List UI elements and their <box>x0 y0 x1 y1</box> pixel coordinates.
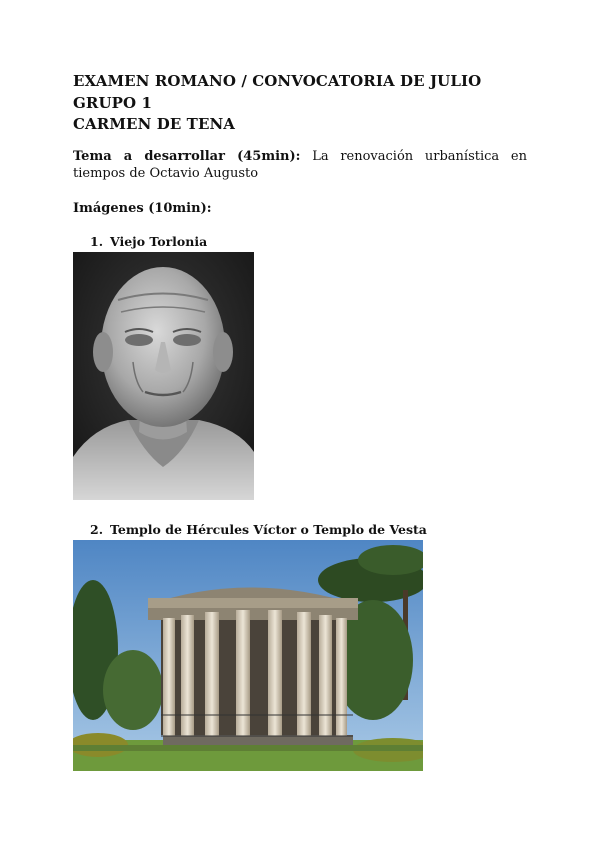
list-item <box>90 234 207 249</box>
topic-paragraph <box>73 148 527 182</box>
list-item-title: Viejo Torlonia <box>110 234 208 249</box>
list-item-number: 1. <box>90 234 104 249</box>
list-item <box>90 522 427 537</box>
exam-title: EXAMEN ROMANO / CONVOCATORIA DE JULIO <box>73 72 482 90</box>
topic-label: Tema a desarrollar (45min): <box>73 149 301 164</box>
list-item-number: 2. <box>90 522 104 537</box>
images-section-label: Imágenes (10min): <box>73 201 212 216</box>
author-name: CARMEN DE TENA <box>73 115 236 133</box>
temple-photo <box>73 540 423 771</box>
topic-text: La renovación urbanística en tiempos de Octavio Augusto <box>73 149 527 181</box>
group-label: GRUPO 1 <box>73 94 153 112</box>
list-item-title: Templo de Hércules Víctor o Templo de Vesta <box>110 522 427 537</box>
bust-photo <box>73 252 254 500</box>
